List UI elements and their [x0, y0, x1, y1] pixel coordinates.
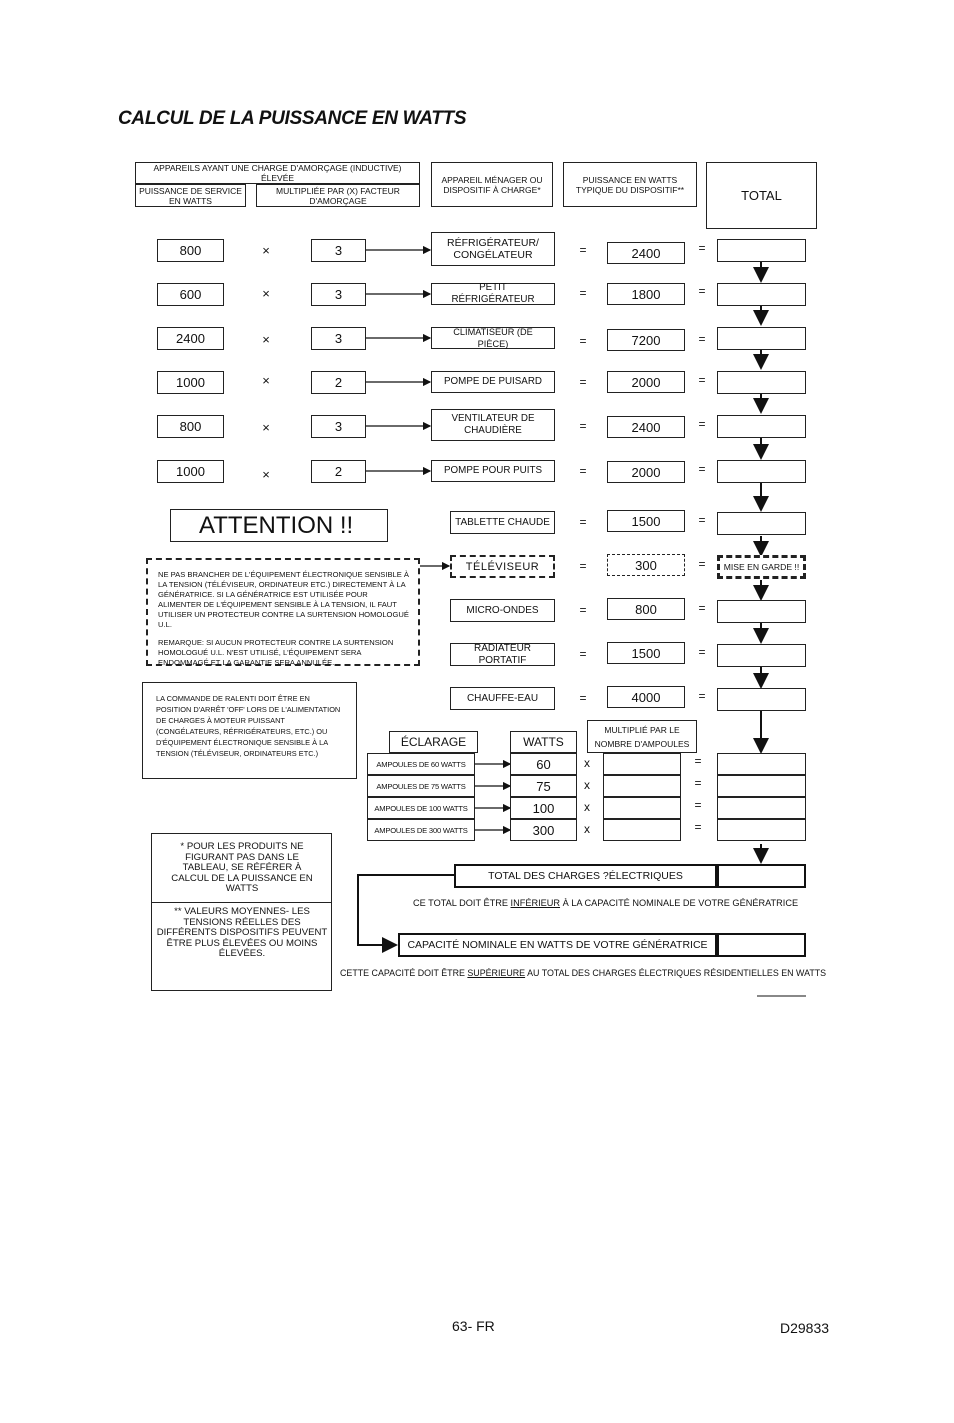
document-code: D29833: [780, 1320, 830, 1336]
bulb-count-cell[interactable]: [603, 775, 681, 797]
device-name: TÉLÉVISEUR: [450, 555, 555, 578]
typical-power-header: PUISSANCE EN WATTS TYPIQUE DU DISPOSITIF**: [563, 162, 697, 207]
lighting-watts-header: WATTS: [510, 731, 577, 753]
equals-sign: =: [579, 243, 587, 257]
bulb-count-cell[interactable]: [603, 819, 681, 841]
total-note-post: À LA CAPACITÉ NOMINALE DE VOTRE GÉNÉRATRICE: [560, 898, 799, 908]
bulb-label: AMPOULES DE 300 WATTS: [367, 819, 475, 841]
total-cell[interactable]: [717, 797, 806, 819]
total-cell[interactable]: [717, 239, 806, 262]
start-factor-cell[interactable]: 2: [311, 460, 366, 483]
total-cell[interactable]: [717, 644, 806, 667]
total-cell[interactable]: [717, 327, 806, 350]
total-note-emphasis: INFÉRIEUR: [510, 898, 561, 908]
times-sign: ×: [262, 332, 270, 347]
device-watts-cell[interactable]: 2400: [607, 416, 685, 438]
equals-sign: =: [698, 689, 706, 703]
equals-sign: =: [579, 286, 587, 300]
service-watts-cell[interactable]: 1000: [157, 371, 224, 394]
equals-sign: =: [698, 557, 706, 571]
total-cell-warning[interactable]: MISE EN GARDE !!: [717, 555, 806, 579]
total-cell[interactable]: [717, 371, 806, 394]
page-title: CALCUL DE LA PUISSANCE EN WATTS: [118, 108, 467, 129]
equals-sign: =: [694, 776, 702, 790]
equals-sign: =: [694, 820, 702, 834]
equals-sign: =: [579, 334, 587, 348]
times-sign: ×: [262, 286, 270, 301]
device-watts-cell[interactable]: 800: [607, 598, 685, 620]
device-name: RÉFRIGÉRATEUR/ CONGÉLATEUR: [431, 232, 555, 266]
inductive-header: APPAREILS AYANT UNE CHARGE D'AMORÇAGE (INDUCTIVE) ÉLEVÉE: [135, 162, 420, 184]
equals-sign: =: [698, 462, 706, 476]
device-name: PETIT RÉFRIGÉRATEUR: [431, 283, 555, 305]
times-sign: ×: [262, 467, 270, 482]
device-watts-cell[interactable]: 2000: [607, 461, 685, 483]
capacity-note-post: AU TOTAL DES CHARGES ÉLECTRIQUES RÉSIDENTIELLES EN WATTS: [525, 968, 827, 978]
capacity-field[interactable]: [717, 933, 806, 957]
bulb-label: AMPOULES DE 100 WATTS: [367, 797, 475, 819]
device-name: POMPE DE PUISARD: [431, 371, 555, 393]
equals-sign: =: [579, 691, 587, 705]
capacity-note-emphasis: SUPÉRIEURE: [467, 968, 526, 978]
equals-sign: =: [579, 647, 587, 661]
equals-sign: =: [579, 603, 587, 617]
total-cell[interactable]: [717, 415, 806, 438]
equals-sign: =: [698, 417, 706, 431]
start-factor-cell[interactable]: 3: [311, 239, 366, 262]
total-cell[interactable]: [717, 753, 806, 775]
bulb-watts-cell[interactable]: 300: [510, 819, 577, 841]
equals-sign: =: [698, 513, 706, 527]
service-watts-cell[interactable]: 600: [157, 283, 224, 306]
bulb-label: AMPOULES DE 75 WATTS: [367, 775, 475, 797]
bulb-count-cell[interactable]: [603, 753, 681, 775]
x-sign: x: [584, 778, 590, 792]
equals-sign: =: [579, 464, 587, 478]
device-name: CLIMATISEUR (DE PIÈCE): [431, 327, 555, 349]
device-name: CHAUFFE-EAU: [450, 687, 555, 710]
times-sign: ×: [262, 373, 270, 388]
equals-sign: =: [579, 419, 587, 433]
service-power-header: PUISSANCE DE SERVICE EN WATTS: [135, 184, 246, 207]
page-number: 63- FR: [452, 1318, 495, 1334]
equals-sign: =: [698, 332, 706, 346]
footnotes-box: [151, 833, 332, 991]
times-sign: ×: [262, 243, 270, 258]
total-cell[interactable]: [717, 688, 806, 711]
device-name: RADIATEUR PORTATIF: [450, 643, 555, 666]
capacity-note-pre: CETTE CAPACITÉ DOIT ÊTRE: [340, 968, 468, 978]
idle-note-box: [142, 682, 357, 779]
device-name: VENTILATEUR DE CHAUDIÈRE: [431, 409, 555, 441]
equals-sign: =: [698, 645, 706, 659]
total-header: TOTAL: [706, 162, 817, 229]
capacity-note: [340, 968, 826, 978]
device-watts-cell[interactable]: 1500: [607, 642, 685, 664]
total-cell[interactable]: [717, 283, 806, 306]
device-name: TABLETTE CHAUDE: [450, 511, 555, 534]
start-factor-cell[interactable]: 2: [311, 371, 366, 394]
device-watts-cell[interactable]: 7200: [607, 329, 685, 351]
total-loads-note: [413, 898, 798, 908]
total-cell[interactable]: [717, 600, 806, 623]
surge-warning-text: NE PAS BRANCHER DE L'ÉQUIPEMENT ÉLECTRONIQUE SENSIBLE À LA TENSION (TÉLÉVISEUR, ORDINATEUR ETC.) DIRECTEMENT À LA GÉNÉRATRICE. SI LA GÉNÉRATRICE EST UTILISÉE POUR ALIMENTER DE L'ÉQUIPEMENT SENSIBLE À LA TENSION, IL FAUT UTILISER UN PROTECTEUR CONTRE LA SURTENSION HOMOLOGUÉ U.L.: [158, 570, 409, 629]
total-cell[interactable]: [717, 512, 806, 535]
service-watts-cell[interactable]: 800: [157, 415, 224, 438]
bulb-count-header: MULTIPLIÉ PAR LE NOMBRE D'AMPOULES: [587, 720, 697, 753]
appliance-header: APPAREIL MÉNAGER OU DISPOSITIF À CHARGE*: [431, 162, 553, 207]
equals-sign: =: [579, 559, 587, 573]
equals-sign: =: [698, 241, 706, 255]
times-sign: ×: [262, 420, 270, 435]
start-factor-cell[interactable]: 3: [311, 283, 366, 306]
start-factor-cell[interactable]: 3: [311, 327, 366, 350]
surge-warning-remark: REMARQUE: SI AUCUN PROTECTEUR CONTRE LA SURTENSION HOMOLOGUÉ U.L. N'EST UTILISÉ, L'ÉQUIPEMENT SERA ENDOMMAGÉ ET LA GARANTIE SERA ANNULÉE.: [158, 638, 394, 667]
equals-sign: =: [694, 754, 702, 768]
bulb-watts-cell[interactable]: 75: [510, 775, 577, 797]
total-cell[interactable]: [717, 819, 806, 841]
service-watts-cell[interactable]: 1000: [157, 460, 224, 483]
device-watts-cell[interactable]: 2000: [607, 371, 685, 393]
bulb-count-cell[interactable]: [603, 797, 681, 819]
device-name: MICRO-ONDES: [450, 599, 555, 622]
total-loads-field[interactable]: [717, 864, 806, 888]
surge-warning-box: [146, 558, 420, 666]
footnote-star1: * POUR LES PRODUITS NE FIGURANT PAS DANS LE TABLEAU, SE RÉFÉRER À CALCUL DE LA PUISSANCE EN WATTS: [171, 841, 313, 894]
capacity-label: CAPACITÉ NOMINALE EN WATTS DE VOTRE GÉNÉRATRICE: [398, 933, 717, 957]
device-watts-cell[interactable]: 1800: [607, 283, 685, 305]
service-watts-cell[interactable]: 800: [157, 239, 224, 262]
x-sign: x: [584, 756, 590, 770]
total-cell[interactable]: [717, 460, 806, 483]
start-factor-cell[interactable]: 3: [311, 415, 366, 438]
lighting-header: ÉCLARAGE: [389, 731, 478, 753]
equals-sign: =: [698, 284, 706, 298]
device-watts-cell[interactable]: 4000: [607, 686, 685, 708]
equals-sign: =: [579, 375, 587, 389]
equals-sign: =: [579, 515, 587, 529]
device-watts-cell[interactable]: 1500: [607, 510, 685, 532]
x-sign: x: [584, 822, 590, 836]
total-loads-label: TOTAL DES CHARGES ?ÉLECTRIQUES: [454, 864, 717, 888]
multiplied-header: MULTIPLIÉE PAR (X) FACTEUR D'AMORÇAGE: [256, 184, 420, 207]
service-watts-cell[interactable]: 2400: [157, 327, 224, 350]
total-cell[interactable]: [717, 775, 806, 797]
footnote-star2: ** VALEURS MOYENNES- LES TENSIONS RÉELLES DES DIFFÉRENTS DISPOSITIFS PEUVENT ÊTRE PLUS ÉLEVÉES OU MOINS ÉLEVÉES.: [156, 906, 328, 959]
equals-sign: =: [698, 373, 706, 387]
x-sign: x: [584, 800, 590, 814]
equals-sign: =: [694, 798, 702, 812]
equals-sign: =: [698, 601, 706, 615]
device-name: POMPE POUR PUITS: [431, 460, 555, 482]
bulb-label: AMPOULES DE 60 WATTS: [367, 753, 475, 775]
total-note-pre: CE TOTAL DOIT ÊTRE: [413, 898, 511, 908]
attention-banner: ATTENTION !!: [170, 509, 388, 542]
bulb-watts-cell[interactable]: 100: [510, 797, 577, 819]
device-watts-cell[interactable]: 300: [607, 554, 685, 576]
bulb-watts-cell[interactable]: 60: [510, 753, 577, 775]
idle-note-text: LA COMMANDE DE RALENTI DOIT ÊTRE EN POSITION D'ARRÊT 'OFF' LORS DE L'ALIMENTATION DE CHARGES À MOTEUR PUISSANT (CONGÉLATEURS, RÉFRIGÉRATEURS, ETC.) OU D'ÉQUIPEMENT ÉLECTRONIQUE SENSIBLE À LA TENSION (TÉLÉVISEUR, ORDINATEURS ETC.): [156, 694, 341, 758]
device-watts-cell[interactable]: 2400: [607, 242, 685, 264]
